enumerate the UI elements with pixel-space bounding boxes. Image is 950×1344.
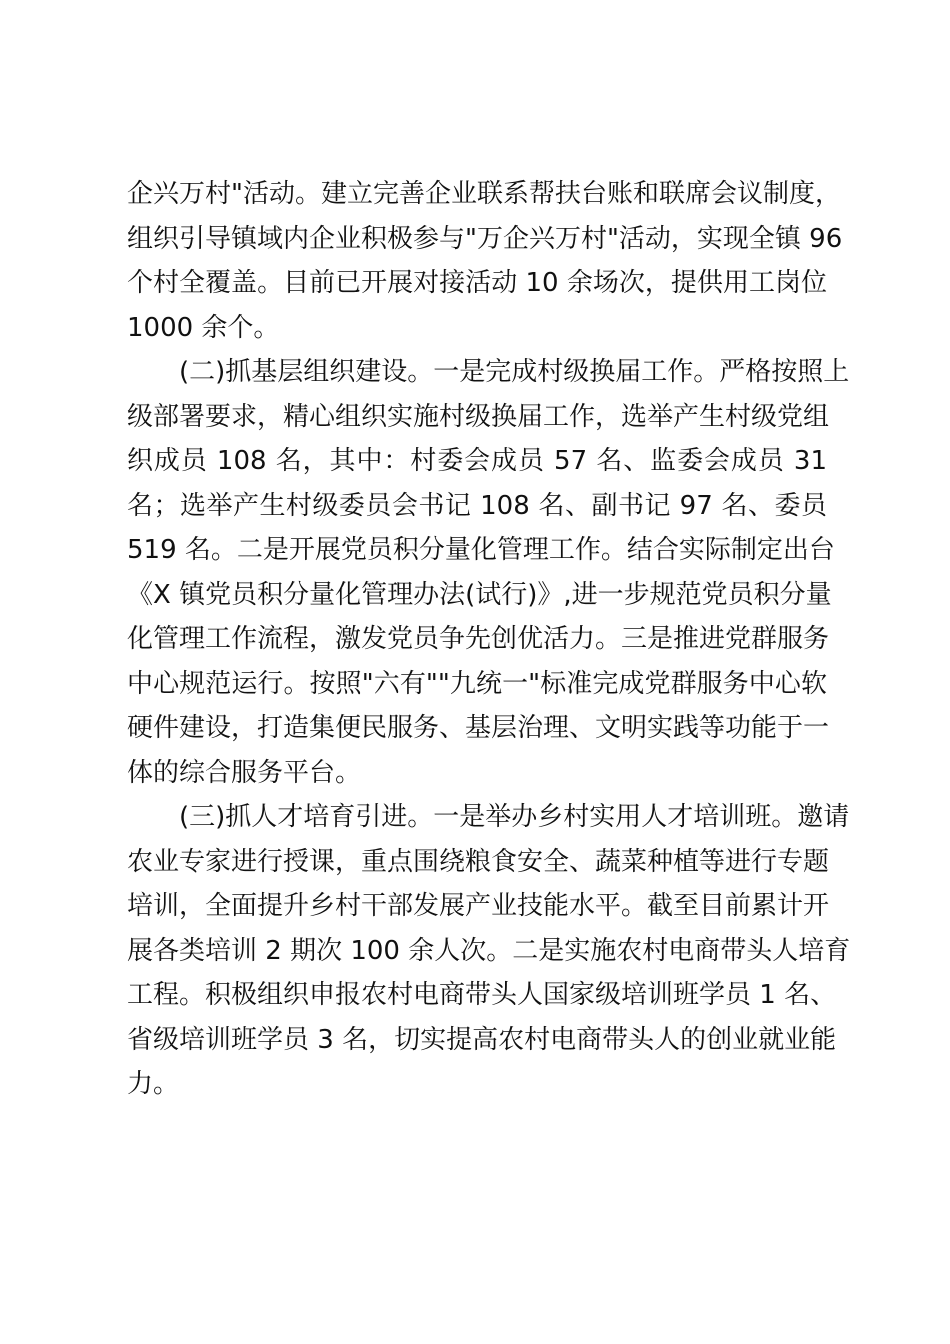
paragraph-grassroots-organization — [127, 350, 850, 795]
text-line: 个村全覆盖。目前已开展对接活动 10 余场次，提供用工岗位 — [127, 268, 827, 298]
text-line: 农业专家进行授课，重点围绕粮食安全、蔬菜种植等进行专题 — [127, 846, 830, 877]
text-line: 培训，全面提升乡村干部发展产业技能水平。截至目前累计开 — [127, 891, 830, 921]
text-line: 企兴万村"活动。建立完善企业联系帮扶台账和联席会议制度， — [127, 179, 841, 209]
text-line: 展各类培训 2 期次 100 余人次。二是实施农村电商带头人培育 — [127, 935, 851, 966]
text-line: 中心规范运行。按照"六有""九统一"标准完成党群服务中心软 — [127, 668, 827, 699]
text-line: 织成员 108 名，其中：村委会成员 57 名、监委会成员 31 — [127, 446, 827, 476]
text-line: 省级培训班学员 3 名，切实提高农村电商带头人的创业就业能 — [127, 1024, 837, 1055]
paragraph-talent-training — [127, 795, 851, 1107]
paragraph-enterprise-villages — [127, 172, 843, 350]
text-line: 硬件建设，打造集便民服务、基层治理、文明实践等功能于一 — [127, 713, 830, 743]
text-line: (二)抓基层组织建设。一是完成村级换届工作。严格按照上 — [179, 357, 850, 387]
text-line: 组织引导镇域内企业积极参与"万企兴万村"活动，实现全镇 96 — [127, 223, 843, 254]
text-line: 《X 镇党员积分量化管理办法(试行)》,进一步规范党员积分量 — [127, 579, 832, 610]
text-line: (三)抓人才培育引进。一是举办乡村实用人才培训班。邀请 — [179, 802, 850, 832]
text-line: 1000 余个。 — [127, 312, 280, 343]
text-line: 级部署要求，精心组织实施村级换届工作，选举产生村级党组 — [127, 401, 830, 432]
document-body — [127, 172, 851, 1107]
text-line: 工程。积极组织申报农村电商带头人国家级培训班学员 1 名、 — [127, 980, 837, 1010]
text-line: 体的综合服务平台。 — [127, 757, 362, 788]
text-line: 力。 — [127, 1069, 180, 1099]
text-line: 519 名。二是开展党员积分量化管理工作。结合实际制定出台 — [127, 535, 835, 565]
text-line: 名；选举产生村级委员会书记 108 名、副书记 97 名、委员 — [127, 490, 827, 521]
text-line: 化管理工作流程，激发党员争先创优活力。三是推进党群服务 — [127, 624, 830, 654]
